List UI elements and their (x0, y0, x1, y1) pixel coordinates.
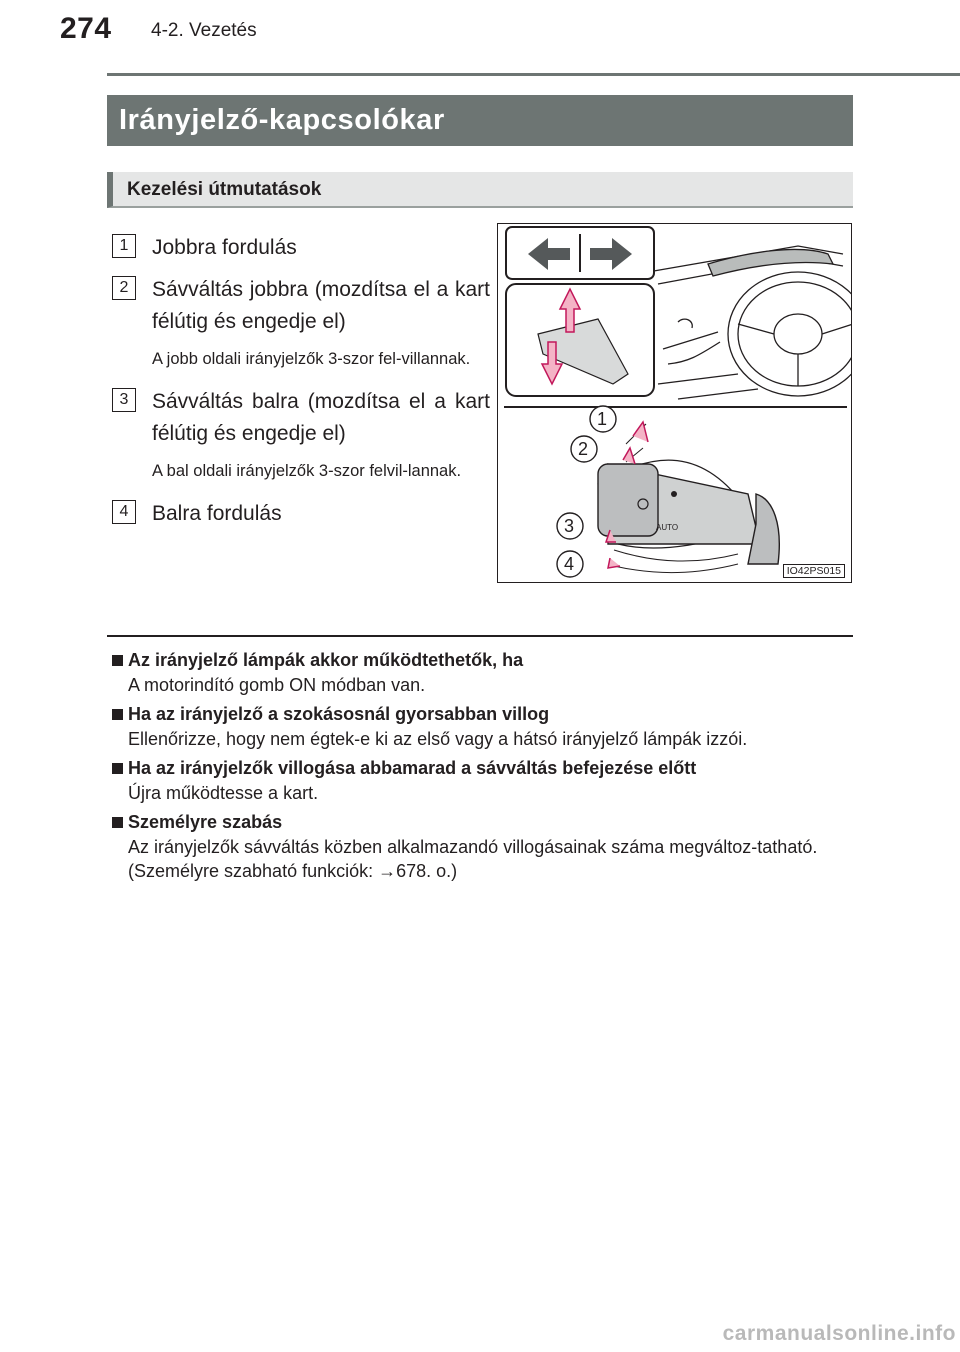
square-bullet-icon (112, 763, 123, 774)
note-heading (112, 701, 853, 727)
step-text: Jobbra fordulás (152, 236, 297, 259)
callout-label: 1 (597, 409, 608, 429)
watermark: carmanualsonline.info (722, 1322, 956, 1345)
step-item (112, 498, 490, 530)
auto-label: AUTO (656, 523, 679, 532)
lever-inset (506, 284, 654, 396)
step-number: 3 (112, 388, 136, 412)
section-title: Irányjelző-kapcsolókar (107, 95, 853, 146)
note-body: A motorindító gomb ON módban van. (128, 675, 426, 695)
step-item (112, 232, 490, 264)
step-number: 4 (112, 500, 136, 524)
page-number: 274 (60, 12, 112, 45)
step-number: 1 (112, 234, 136, 258)
note-body: Az irányjelzők sávváltás közben alkalmazandó villogásainak száma megváltoz-tatható. (Személyre szabható funkciók: →678. o.) (128, 837, 818, 881)
callout-label: 3 (564, 516, 575, 536)
note-body: Ellenőrizze, hogy nem égtek-e ki az első vagy a hátsó irányjelző lámpák izzói. (128, 729, 748, 749)
note-heading-text: Ha az irányjelzők villogása abbamarad a sávváltás befejezése előtt (128, 758, 697, 778)
section-divider (107, 635, 853, 637)
note-heading-text: Az irányjelző lámpák akkor működtethetők, ha (128, 650, 524, 670)
square-bullet-icon (112, 655, 123, 666)
step-note: A bal oldali irányjelzők 3-szor felvil-lannak. (152, 462, 462, 480)
arrow-inset (506, 227, 654, 279)
header-rule (107, 73, 960, 76)
note-heading (112, 647, 853, 673)
note-heading-text: Ha az irányjelző a szokásosnál gyorsabban villog (128, 704, 550, 724)
step-text: Balra fordulás (152, 502, 282, 525)
callout-label: 4 (564, 554, 575, 574)
dashboard-drawing (648, 246, 852, 399)
stalk-drawing (598, 422, 779, 573)
notes-list (112, 647, 853, 887)
note-body: Újra működtesse a kart. (128, 783, 319, 803)
turn-signal-figure (497, 223, 852, 583)
square-bullet-icon (112, 709, 123, 720)
callout-label: 2 (578, 439, 589, 459)
step-text: Sávváltás jobbra (mozdítsa el a kart félútig és engedje el) (152, 278, 490, 333)
step-text: Sávváltás balra (mozdítsa el a kart félútig és engedje el) (152, 390, 490, 445)
step-note: A jobb oldali irányjelzők 3-szor fel-villannak. (152, 350, 471, 368)
note-heading (112, 755, 853, 781)
step-number: 2 (112, 276, 136, 300)
subsection-title: Kezelési útmutatások (107, 172, 853, 208)
figure-illustration (498, 224, 852, 583)
note-heading (112, 809, 853, 835)
step-list (112, 232, 490, 530)
step-item (112, 274, 490, 338)
step-item (112, 386, 490, 450)
chapter-title: 4-2. Vezetés (151, 20, 257, 41)
square-bullet-icon (112, 817, 123, 828)
note-heading-text: Személyre szabás (128, 812, 283, 832)
figure-code: IO42PS015 (783, 564, 845, 578)
